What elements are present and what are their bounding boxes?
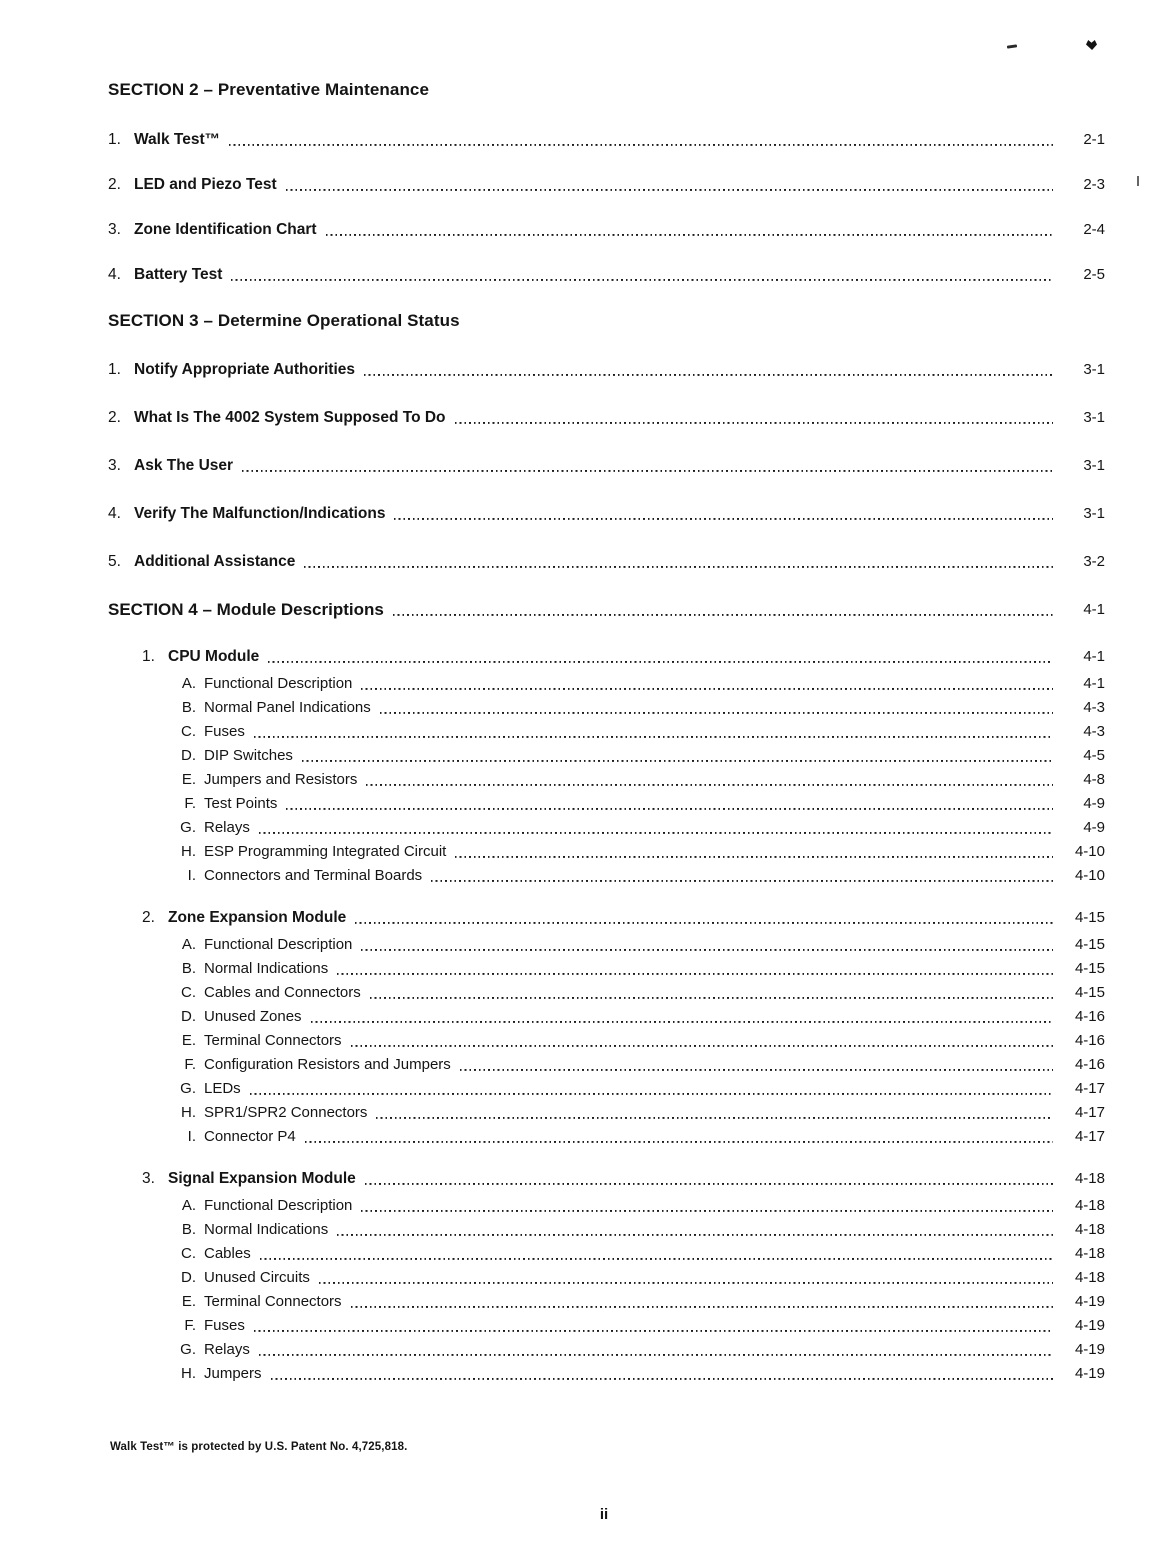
toc-entry	[108, 130, 1105, 150]
scan-artifact	[1137, 176, 1139, 186]
entry-number: 3.	[108, 221, 121, 238]
entry-title: LEDs	[204, 1080, 241, 1097]
entry-page-number: 4-18	[1074, 1197, 1105, 1214]
leader-dots	[431, 866, 1053, 886]
module-block	[108, 1169, 1105, 1386]
leader-dots	[311, 1007, 1053, 1027]
leader-dots	[254, 1316, 1053, 1336]
entry-number: F.	[184, 1317, 196, 1334]
leader-dots	[393, 600, 1053, 620]
toc-entry	[168, 792, 1105, 816]
entry-page-number: 4-5	[1083, 747, 1105, 764]
toc-entry	[108, 552, 1105, 572]
entry-title: ESP Programming Integrated Circuit	[204, 843, 447, 860]
entry-page-number: 4-15	[1074, 984, 1105, 1001]
section-4-modules	[108, 647, 1105, 1386]
entry-title: Additional Assistance	[134, 553, 296, 570]
toc-entry	[168, 720, 1105, 744]
entry-title: Battery Test	[134, 266, 223, 283]
entry-title: Relays	[204, 819, 250, 836]
entry-number: 4.	[108, 505, 121, 522]
entry-page-number: 4-17	[1074, 1128, 1105, 1145]
entry-page-number: 4-17	[1074, 1080, 1105, 1097]
entry-number: D.	[181, 1269, 196, 1286]
entry-number: C.	[181, 1245, 196, 1262]
toc-entry	[168, 1362, 1105, 1386]
entry-page-number: 4-16	[1074, 1056, 1105, 1073]
entry-number: 1.	[142, 648, 155, 665]
entry-number: C.	[181, 723, 196, 740]
entry-page-number: 4-10	[1074, 867, 1105, 884]
entry-number: I.	[187, 867, 196, 884]
toc-entry	[142, 908, 1105, 928]
entry-page-number: 4-17	[1074, 1104, 1105, 1121]
entry-title: Connector P4	[204, 1128, 296, 1145]
entry-number: B.	[181, 960, 196, 977]
entry-title: Zone Identification Chart	[134, 221, 317, 238]
entry-number: E.	[181, 1293, 196, 1310]
entry-page-number: 4-19	[1074, 1365, 1105, 1382]
entry-page-number: 3-2	[1083, 553, 1105, 570]
entry-title: Walk Test™	[134, 131, 221, 148]
leader-dots	[231, 265, 1053, 285]
leader-dots	[364, 360, 1053, 380]
toc-entry	[168, 816, 1105, 840]
entry-title: Signal Expansion Module	[168, 1170, 356, 1187]
leader-dots	[380, 698, 1053, 718]
entry-page-number: 2-5	[1083, 266, 1105, 283]
section-3-heading: SECTION 3 – Determine Operational Status	[108, 311, 460, 330]
entry-title: Normal Panel Indications	[204, 699, 371, 716]
toc-entry	[168, 957, 1105, 981]
entry-page-number: 4-18	[1074, 1245, 1105, 1262]
leader-dots	[455, 408, 1054, 428]
entry-title: Notify Appropriate Authorities	[134, 361, 356, 378]
leader-dots	[302, 746, 1053, 766]
entry-page-number: 2-3	[1083, 176, 1105, 193]
entry-title: Functional Description	[204, 675, 353, 692]
entry-number: 5.	[108, 553, 121, 570]
entry-title: Jumpers and Resistors	[204, 771, 358, 788]
entry-number: E.	[181, 1032, 196, 1049]
leader-dots	[271, 1364, 1053, 1384]
footer-patent-note: Walk Test™ is protected by U.S. Patent No. 4,725,818.	[110, 1441, 408, 1453]
section-4-heading: SECTION 4 – Module Descriptions	[108, 600, 384, 619]
toc-entry	[142, 1169, 1105, 1189]
entry-title: Unused Zones	[204, 1008, 302, 1025]
entry-page-number: 4-18	[1074, 1221, 1105, 1238]
entry-number: D.	[181, 1008, 196, 1025]
section-3-entries	[108, 360, 1105, 572]
toc-entry	[168, 1125, 1105, 1149]
entry-title: Zone Expansion Module	[168, 909, 347, 926]
entry-page-number: 4-10	[1074, 843, 1105, 860]
entry-number: 3.	[108, 457, 121, 474]
entry-number: F.	[184, 795, 196, 812]
entry-page-number: 4-16	[1074, 1008, 1105, 1025]
leader-dots	[259, 1340, 1053, 1360]
entry-title: Terminal Connectors	[204, 1032, 342, 1049]
leader-dots	[259, 818, 1053, 838]
leader-dots	[394, 504, 1053, 524]
entry-page-number: 2-4	[1083, 221, 1105, 238]
entry-title: Normal Indications	[204, 1221, 329, 1238]
toc-entry	[168, 768, 1105, 792]
section-2-entries	[108, 130, 1105, 285]
entry-number: H.	[181, 1104, 196, 1121]
leader-dots	[254, 722, 1053, 742]
toc-entry	[168, 981, 1105, 1005]
entry-title: LED and Piezo Test	[134, 176, 277, 193]
entry-title: Ask The User	[134, 457, 234, 474]
entry-title: Connectors and Terminal Boards	[204, 867, 423, 884]
toc-entry	[108, 360, 1105, 380]
leader-dots	[355, 908, 1053, 928]
leader-dots	[337, 959, 1053, 979]
entry-number: 4.	[108, 266, 121, 283]
entry-number: 1.	[108, 131, 121, 148]
entry-number: A.	[181, 1197, 196, 1214]
entry-number: B.	[181, 1221, 196, 1238]
entry-number: 2.	[142, 909, 155, 926]
entry-number: I.	[187, 1128, 196, 1145]
entry-number: H.	[181, 1365, 196, 1382]
toc-entry	[108, 408, 1105, 428]
entry-page-number: 4-3	[1083, 699, 1105, 716]
entry-title: Test Points	[204, 795, 278, 812]
toc-entry	[168, 1242, 1105, 1266]
leader-dots	[260, 1244, 1053, 1264]
toc-entry	[168, 696, 1105, 720]
leader-dots	[351, 1292, 1053, 1312]
section-4-heading-row	[108, 600, 1105, 620]
entry-title: Configuration Resistors and Jumpers	[204, 1056, 451, 1073]
entry-number: B.	[181, 699, 196, 716]
entry-page-number: 4-15	[1074, 936, 1105, 953]
toc-entry	[168, 933, 1105, 957]
entry-title: Cables	[204, 1245, 251, 1262]
toc-entry	[108, 220, 1105, 240]
entry-page-number: 4-9	[1083, 795, 1105, 812]
toc-entry	[108, 504, 1105, 524]
entry-number: A.	[181, 936, 196, 953]
toc-entry	[168, 1290, 1105, 1314]
entry-title: Jumpers	[204, 1365, 262, 1382]
entry-title: Verify The Malfunction/Indications	[134, 505, 386, 522]
entry-page-number: 4-19	[1074, 1293, 1105, 1310]
entry-title: DIP Switches	[204, 747, 293, 764]
leader-dots	[337, 1220, 1053, 1240]
page-number: ii	[599, 1506, 609, 1523]
entry-title: Cables and Connectors	[204, 984, 361, 1001]
leader-dots	[305, 1127, 1053, 1147]
entry-number: G.	[180, 1080, 196, 1097]
entry-number: 1.	[108, 361, 121, 378]
toc-entry	[168, 1194, 1105, 1218]
toc-entry	[168, 1077, 1105, 1101]
toc-entry	[168, 1266, 1105, 1290]
leader-dots	[370, 983, 1053, 1003]
leader-dots	[361, 674, 1053, 694]
entry-title: Normal Indications	[204, 960, 329, 977]
entry-page-number: 3-1	[1083, 505, 1105, 522]
entry-page-number: 4-1	[1083, 675, 1105, 692]
entry-title: Fuses	[204, 723, 245, 740]
section-2-heading: SECTION 2 – Preventative Maintenance	[108, 80, 430, 99]
entry-page-number: 4-1	[1083, 648, 1105, 665]
leader-dots	[319, 1268, 1053, 1288]
toc-entry	[168, 1314, 1105, 1338]
leader-dots	[268, 647, 1053, 667]
entry-number: G.	[180, 1341, 196, 1358]
section-4-page-number: 4-1	[1083, 601, 1105, 618]
leader-dots	[229, 130, 1053, 150]
entry-number: A.	[181, 675, 196, 692]
entry-title: Functional Description	[204, 936, 353, 953]
entry-page-number: 4-9	[1083, 819, 1105, 836]
toc-entry	[168, 672, 1105, 696]
entry-number: 3.	[142, 1170, 155, 1187]
entry-page-number: 4-19	[1074, 1317, 1105, 1334]
toc-entry	[168, 1053, 1105, 1077]
entry-number: D.	[181, 747, 196, 764]
leader-dots	[455, 842, 1053, 862]
leader-dots	[304, 552, 1053, 572]
leader-dots	[242, 456, 1053, 476]
entry-page-number: 4-15	[1074, 960, 1105, 977]
leader-dots	[460, 1055, 1053, 1075]
toc-entry	[168, 1005, 1105, 1029]
entry-page-number: 3-1	[1083, 409, 1105, 426]
entry-page-number: 2-1	[1083, 131, 1105, 148]
toc-entry	[142, 647, 1105, 667]
entry-page-number: 3-1	[1083, 361, 1105, 378]
entry-title: Terminal Connectors	[204, 1293, 342, 1310]
toc-entry	[168, 840, 1105, 864]
entry-number: C.	[181, 984, 196, 1001]
leader-dots	[366, 770, 1053, 790]
module-block	[108, 908, 1105, 1149]
entry-title: Fuses	[204, 1317, 245, 1334]
toc-entry	[168, 1101, 1105, 1125]
entry-number: F.	[184, 1056, 196, 1073]
leader-dots	[250, 1079, 1053, 1099]
entry-title: Unused Circuits	[204, 1269, 310, 1286]
entry-number: 2.	[108, 176, 121, 193]
toc-entry	[108, 265, 1105, 285]
entry-title: Functional Description	[204, 1197, 353, 1214]
toc-entry	[168, 744, 1105, 768]
entry-number: H.	[181, 843, 196, 860]
leader-dots	[365, 1169, 1053, 1189]
toc-entry	[168, 1338, 1105, 1362]
entry-page-number: 4-18	[1074, 1170, 1105, 1187]
entry-number: G.	[180, 819, 196, 836]
entry-page-number: 4-18	[1074, 1269, 1105, 1286]
toc-entry	[108, 456, 1105, 476]
entry-page-number: 4-3	[1083, 723, 1105, 740]
entry-title: What Is The 4002 System Supposed To Do	[134, 409, 446, 426]
toc-entry	[168, 864, 1105, 888]
leader-dots	[286, 175, 1053, 195]
entry-page-number: 3-1	[1083, 457, 1105, 474]
entry-page-number: 4-8	[1083, 771, 1105, 788]
toc-entry	[168, 1029, 1105, 1053]
entry-title: Relays	[204, 1341, 250, 1358]
entry-page-number: 4-19	[1074, 1341, 1105, 1358]
leader-dots	[351, 1031, 1053, 1051]
leader-dots	[361, 1196, 1053, 1216]
entry-page-number: 4-15	[1074, 909, 1105, 926]
leader-dots	[326, 220, 1053, 240]
entry-page-number: 4-16	[1074, 1032, 1105, 1049]
toc-entry	[168, 1218, 1105, 1242]
entry-number: E.	[181, 771, 196, 788]
leader-dots	[376, 1103, 1053, 1123]
entry-number: 2.	[108, 409, 121, 426]
entry-title: CPU Module	[168, 648, 260, 665]
leader-dots	[361, 935, 1053, 955]
entry-title: SPR1/SPR2 Connectors	[204, 1104, 368, 1121]
module-block	[108, 647, 1105, 888]
leader-dots	[286, 794, 1053, 814]
toc-entry	[108, 175, 1105, 195]
